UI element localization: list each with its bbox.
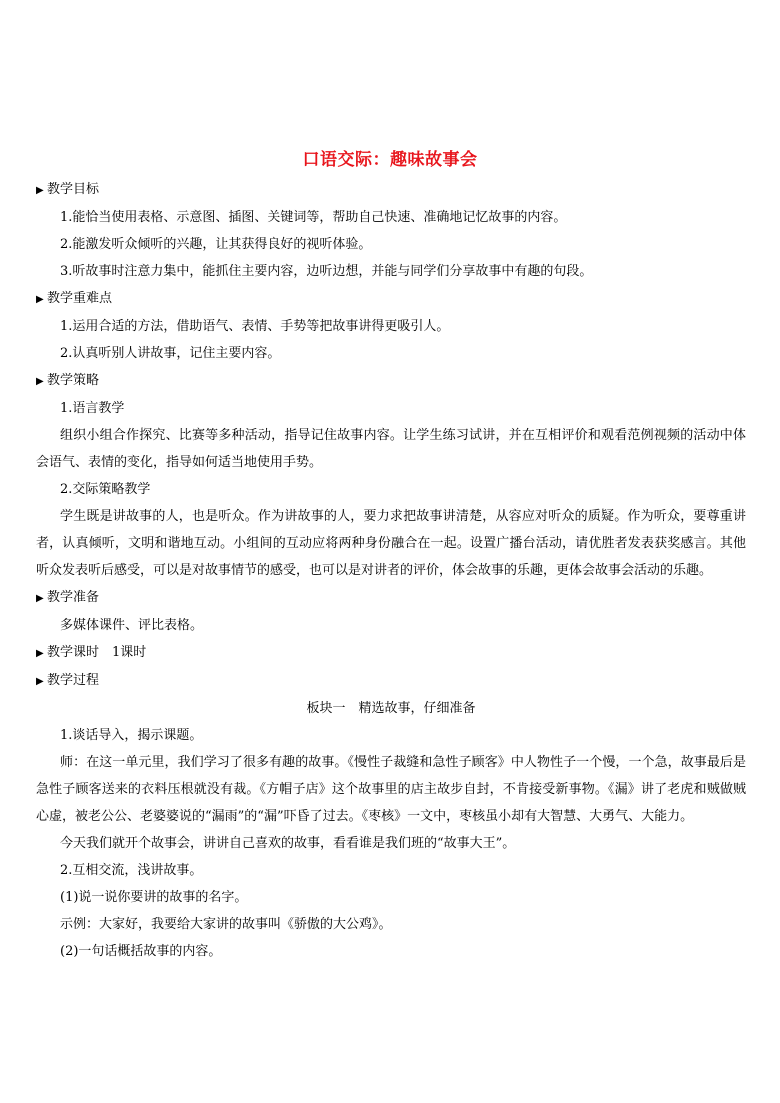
block-title: 板块一 精选故事，仔细准备 bbox=[306, 701, 476, 716]
triangle-bullet-icon: ▶ bbox=[36, 593, 44, 604]
process-question: (1)说一说你要讲的故事的名字。 bbox=[60, 890, 248, 905]
strategy-paragraph: 学生既是讲故事的人，也是听众。作为讲故事的人，要力求把故事讲清楚，从容应对听众的质疑。作为听众，要尊重讲者，认真倾听，文明和谐地互动。小组间的互动应将两种身份融合在一起。设置广播台活动，请优胜者发表获奖感言。其他听众发表听后感受，可以是对故事情节的感受，也可以是对讲者的评价，体会故事的乐趣，更体会故事会活动的乐趣。 bbox=[36, 509, 746, 578]
process-paragraph: 师：在这一单元里，我们学习了很多有趣的故事。《慢性子裁缝和急性子顾客》中人物性子一个慢，一个急，故事最后是急性子顾客送来的衣料压根就没有裁。《方帽子店》这个故事里的店主故步自封，不肯接受新事物。《漏》讲了老虎和贼做贼心虚，被老公公、老婆婆说的“漏雨”的“漏”吓昏了过去。《枣核》一文中，枣核虽小却有大智慧、大勇气、大能力。 bbox=[36, 755, 746, 824]
triangle-bullet-icon: ▶ bbox=[36, 648, 44, 659]
section-heading-prep: ▶ 教学准备 bbox=[36, 584, 746, 612]
key-point-item: 2.认真听别人讲故事，记住主要内容。 bbox=[60, 346, 281, 361]
process-example: 示例：大家好，我要给大家讲的故事叫《骄傲的大公鸡》。 bbox=[60, 917, 392, 932]
key-point-item: 1.运用合适的方法，借助语气、表情、手势等把故事讲得更吸引人。 bbox=[60, 319, 450, 334]
strategy-subtitle: 1.语言教学 bbox=[60, 401, 125, 416]
triangle-bullet-icon: ▶ bbox=[36, 676, 44, 687]
strategy-paragraph: 组织小组合作探究、比赛等多种活动，指导记住故事内容。让学生练习试讲，并在互相评价和观看范例视频的活动中体会语气、表情的变化，指导如何适当地使用手势。 bbox=[36, 428, 746, 470]
goal-item: 2.能激发听众倾听的兴趣，让其获得良好的视听体验。 bbox=[60, 237, 372, 252]
page-title: 口语交际：趣味故事会 bbox=[302, 150, 478, 170]
section-heading-hours: ▶ 教学课时 1课时 bbox=[36, 639, 746, 667]
section-heading-strategy: ▶ 教学策略 bbox=[36, 367, 746, 395]
process-paragraph: 今天我们就开个故事会，讲讲自己喜欢的故事，看看谁是我们班的“故事大王”。 bbox=[60, 836, 516, 851]
document-body bbox=[36, 176, 746, 965]
section-heading-goals: ▶ 教学目标 bbox=[36, 176, 746, 204]
goal-item: 3.听故事时注意力集中，能抓住主要内容，边听边想，并能与同学们分享故事中有趣的句段。 bbox=[60, 264, 593, 279]
goal-item: 1.能恰当使用表格、示意图、插图、关键词等，帮助自己快速、准确地记忆故事的内容。 bbox=[60, 210, 567, 225]
process-step: 1.谈话导入，揭示课题。 bbox=[60, 728, 203, 743]
section-heading-process: ▶ 教学过程 bbox=[36, 667, 746, 695]
strategy-subtitle: 2.交际策略教学 bbox=[60, 482, 151, 497]
process-question: (2)一句话概括故事的内容。 bbox=[60, 944, 222, 959]
process-step: 2.互相交流，浅讲故事。 bbox=[60, 863, 203, 878]
triangle-bullet-icon: ▶ bbox=[36, 185, 44, 196]
prep-text: 多媒体课件、评比表格。 bbox=[60, 618, 204, 633]
triangle-bullet-icon: ▶ bbox=[36, 294, 44, 305]
triangle-bullet-icon: ▶ bbox=[36, 376, 44, 387]
section-heading-key-points: ▶ 教学重难点 bbox=[36, 285, 746, 313]
